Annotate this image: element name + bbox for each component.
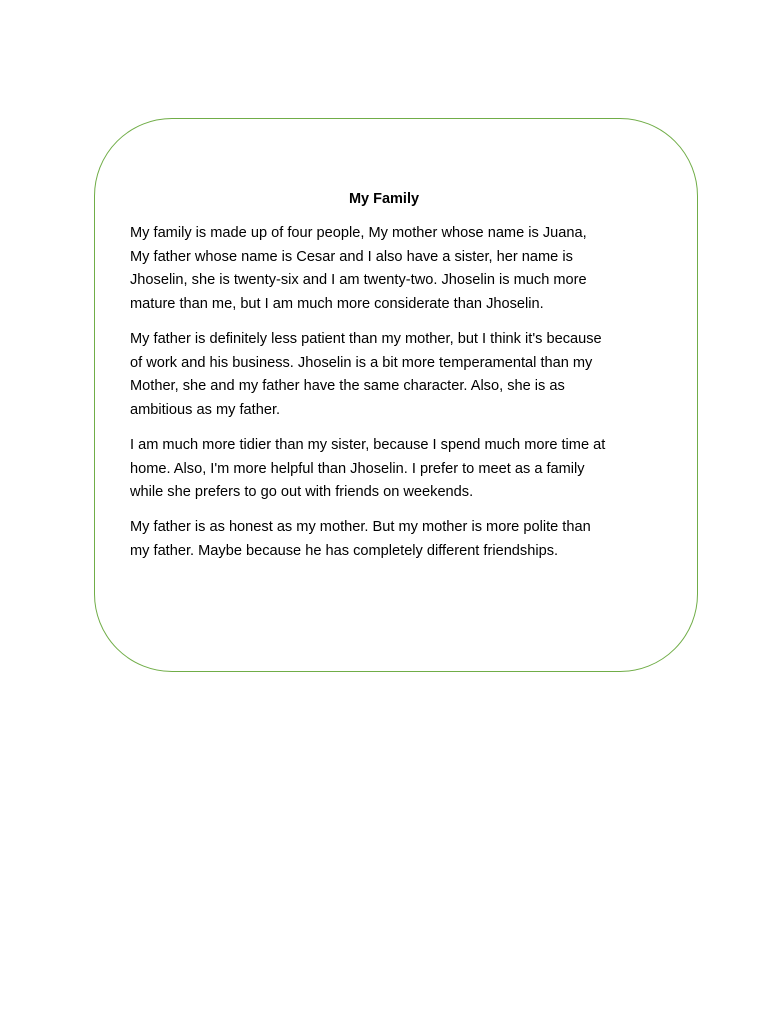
paragraph-line: of work and his business. Jhoselin is a bit more temperamental than my xyxy=(130,354,593,371)
document-title: My Family xyxy=(348,191,420,207)
paragraph-line: Mother, she and my father have the same character. Also, she is as xyxy=(130,378,565,395)
paragraph-line: I am much more tidier than my sister, because I spend much more time at xyxy=(130,437,606,453)
paragraph-line: ambitious as my father. xyxy=(130,402,281,419)
paragraph-2 xyxy=(130,328,670,423)
paragraph-4 xyxy=(130,516,670,563)
paragraph-line: My father is as honest as my mother. But my mother is more polite than xyxy=(130,519,591,535)
paragraph-1 xyxy=(130,222,670,317)
paragraph-line: My father is definitely less patient than my mother, but I think it's because xyxy=(130,331,602,347)
paragraph-line: home. Also, I'm more helpful than Jhoselin. I prefer to meet as a family xyxy=(130,460,585,477)
paragraph-line: My father whose name is Cesar and I also have a sister, her name is xyxy=(130,248,573,265)
paragraph-line: while she prefers to go out with friends on weekends. xyxy=(130,484,474,501)
paragraph-3 xyxy=(130,434,670,505)
paragraph-line: mature than me, but I am much more considerate than Jhoselin. xyxy=(130,296,544,313)
paragraph-line: my father. Maybe because he has completely different friendships. xyxy=(130,542,559,559)
paragraph-line: My family is made up of four people, My mother whose name is Juana, xyxy=(130,225,587,241)
paragraph-line: Jhoselin, she is twenty-six and I am twenty-two. Jhoselin is much more xyxy=(130,272,587,289)
